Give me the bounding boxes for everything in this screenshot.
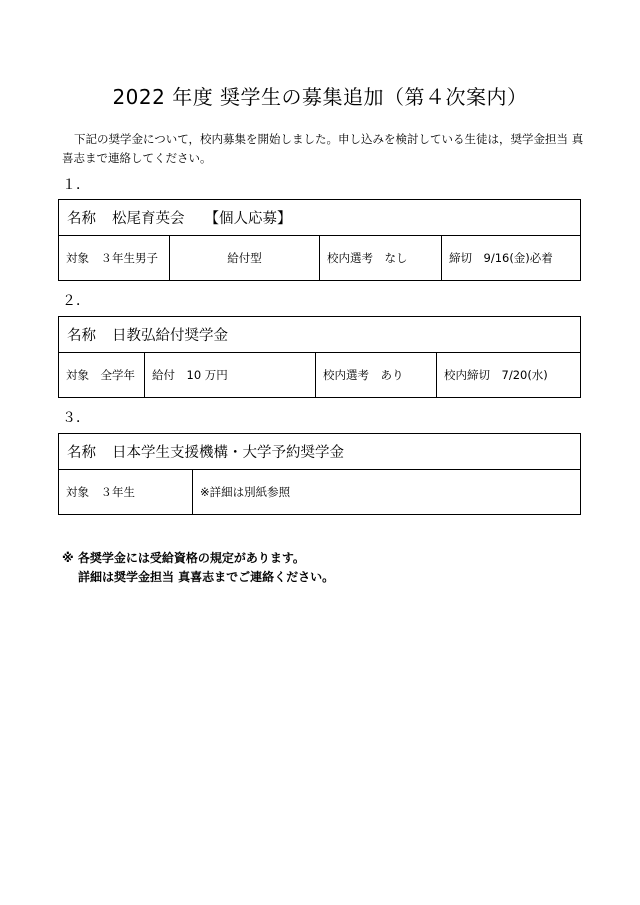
- scholarship-2-box: [58, 316, 581, 398]
- scholarship-2-name-row: [59, 317, 580, 353]
- scholarship-2-selection: 校内選考 あり: [316, 353, 437, 397]
- scholarship-1-info-row: [59, 236, 580, 280]
- scholarship-1-target: 対象 ３年生男子: [59, 236, 170, 280]
- scholarship-1-selection: 校内選考 なし: [320, 236, 442, 280]
- notes: [62, 549, 334, 587]
- page-title: 2022 年度 奨学生の募集追加（第４次案内）: [112, 85, 528, 109]
- note-line-2: 詳細は奨学金担当 真喜志までご連絡ください。: [78, 570, 335, 584]
- scholarship-1-tag: 【個人応募】: [204, 211, 292, 227]
- scholarship-1-name: 松尾育英会: [112, 211, 185, 227]
- scholarship-3-box: [58, 433, 581, 515]
- section-3-number: ３．: [62, 410, 90, 426]
- scholarship-1-name-label: 名称: [67, 211, 96, 227]
- section-1-number: １．: [62, 177, 90, 193]
- note-line-1: ※ 各奨学金には受給資格の規定があります。: [62, 551, 305, 565]
- scholarship-2-name: 日教弘給付奨学金: [112, 328, 228, 344]
- scholarship-3-target: 対象 ３年生: [59, 470, 193, 514]
- scholarship-3-name-label: 名称: [67, 445, 96, 461]
- scholarship-2-deadline: 校内締切 7/20(水): [444, 368, 548, 382]
- scholarship-2-amount: 給付 10 万円: [145, 353, 316, 397]
- section-2-number: ２．: [62, 293, 90, 309]
- scholarship-1-box: [58, 199, 581, 281]
- intro-paragraph: 下記の奨学金について，校内募集を開始しました。申し込みを検討している生徒は，奨学金担当 真喜志まで連絡してください。: [62, 132, 584, 165]
- scholarship-3-info-row: [59, 470, 580, 514]
- scholarship-3-details: ※詳細は別紙参照: [200, 485, 291, 499]
- scholarship-3-name: 日本学生支援機構・大学予約奨学金: [112, 445, 344, 461]
- scholarship-1-type: 給付型: [170, 236, 320, 280]
- scholarship-2-info-row: [59, 353, 580, 397]
- scholarship-1-deadline: 締切 9/16(金)必着: [449, 251, 553, 265]
- scholarship-3-name-row: [59, 434, 580, 470]
- scholarship-2-target: 対象 全学年: [59, 353, 145, 397]
- scholarship-1-name-row: [59, 200, 580, 236]
- scholarship-2-name-label: 名称: [67, 328, 96, 344]
